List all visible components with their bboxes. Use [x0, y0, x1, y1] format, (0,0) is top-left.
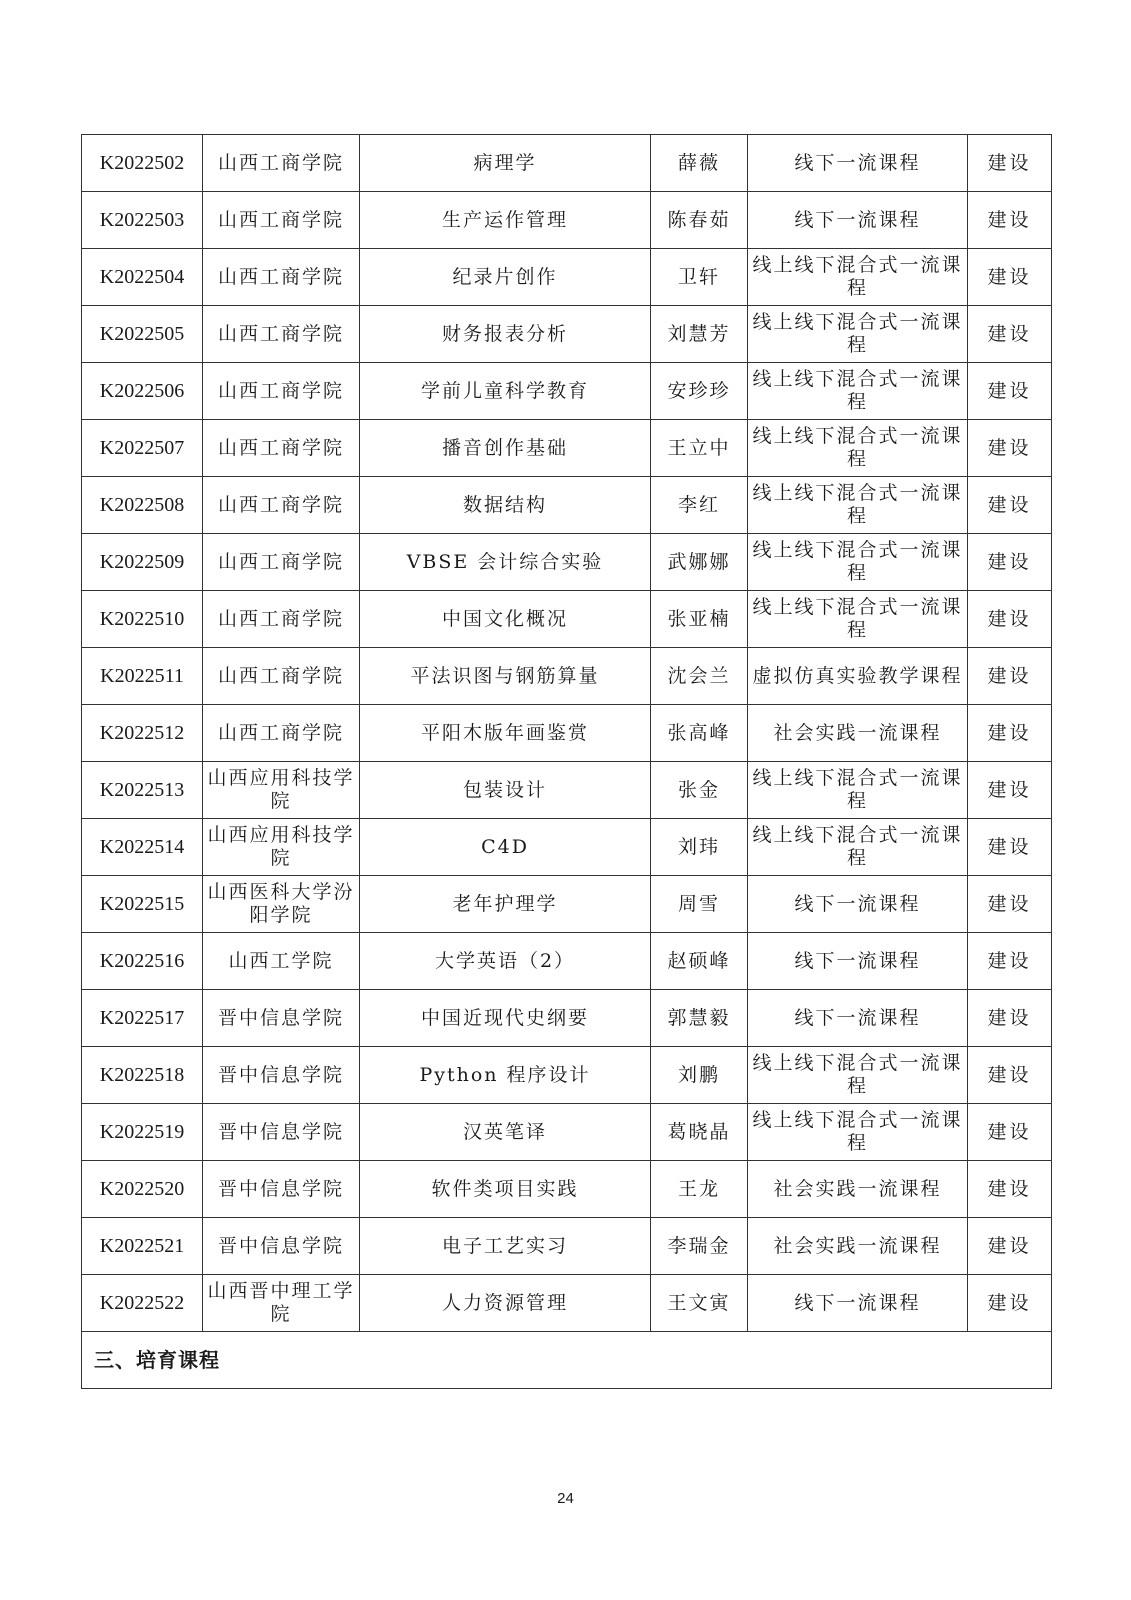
course-name-cell: 病理学 [360, 135, 651, 192]
course-code-cell: K2022511 [82, 648, 203, 705]
table-row [82, 1275, 1052, 1332]
table-row [82, 1047, 1052, 1104]
course-code-cell: K2022518 [82, 1047, 203, 1104]
course-code-cell: K2022512 [82, 705, 203, 762]
course-name-cell: 汉英笔译 [360, 1104, 651, 1161]
table-row [82, 1218, 1052, 1275]
table-row [82, 135, 1052, 192]
course-code-cell: K2022513 [82, 762, 203, 819]
course-code-cell: K2022519 [82, 1104, 203, 1161]
course-type-cell: 线上线下混合式一流课程 [748, 762, 968, 819]
course-leader-cell: 张金 [651, 762, 748, 819]
course-name-cell: 平阳木版年画鉴赏 [360, 705, 651, 762]
school-cell: 山西工商学院 [203, 591, 360, 648]
course-type-cell: 线上线下混合式一流课程 [748, 363, 968, 420]
table-row [82, 762, 1052, 819]
school-cell: 山西工商学院 [203, 648, 360, 705]
status-cell: 建设 [968, 762, 1052, 819]
school-cell: 晋中信息学院 [203, 1104, 360, 1161]
course-code-cell: K2022521 [82, 1218, 203, 1275]
status-cell: 建设 [968, 534, 1052, 591]
course-type-cell: 线上线下混合式一流课程 [748, 819, 968, 876]
school-cell: 山西工商学院 [203, 135, 360, 192]
status-cell: 建设 [968, 192, 1052, 249]
status-cell: 建设 [968, 876, 1052, 933]
course-leader-cell: 葛晓晶 [651, 1104, 748, 1161]
school-cell: 山西工商学院 [203, 363, 360, 420]
school-cell: 山西工商学院 [203, 249, 360, 306]
school-cell: 山西医科大学汾阳学院 [203, 876, 360, 933]
course-name-cell: 电子工艺实习 [360, 1218, 651, 1275]
table-row [82, 420, 1052, 477]
status-cell: 建设 [968, 249, 1052, 306]
course-type-cell: 线上线下混合式一流课程 [748, 534, 968, 591]
course-name-cell: 人力资源管理 [360, 1275, 651, 1332]
course-code-cell: K2022503 [82, 192, 203, 249]
course-name-cell: 播音创作基础 [360, 420, 651, 477]
course-leader-cell: 薛薇 [651, 135, 748, 192]
table-row [82, 819, 1052, 876]
course-type-cell: 线下一流课程 [748, 135, 968, 192]
course-name-cell: 老年护理学 [360, 876, 651, 933]
school-cell: 山西应用科技学院 [203, 819, 360, 876]
school-cell: 晋中信息学院 [203, 1161, 360, 1218]
course-leader-cell: 王龙 [651, 1161, 748, 1218]
table-row [82, 1161, 1052, 1218]
page-number: 24 [557, 1490, 574, 1507]
status-cell: 建设 [968, 933, 1052, 990]
status-cell: 建设 [968, 1161, 1052, 1218]
table-row [82, 591, 1052, 648]
status-cell: 建设 [968, 1275, 1052, 1332]
school-cell: 山西工商学院 [203, 477, 360, 534]
course-name-cell: 财务报表分析 [360, 306, 651, 363]
course-leader-cell: 刘玮 [651, 819, 748, 876]
course-type-cell: 线下一流课程 [748, 1275, 968, 1332]
course-leader-cell: 周雪 [651, 876, 748, 933]
course-type-cell: 线下一流课程 [748, 990, 968, 1047]
course-name-cell: 生产运作管理 [360, 192, 651, 249]
course-code-cell: K2022506 [82, 363, 203, 420]
course-name-cell: 中国近现代史纲要 [360, 990, 651, 1047]
course-leader-cell: 张高峰 [651, 705, 748, 762]
table-row [82, 1104, 1052, 1161]
course-name-cell: 学前儿童科学教育 [360, 363, 651, 420]
course-name-cell: 大学英语（2） [360, 933, 651, 990]
course-code-cell: K2022522 [82, 1275, 203, 1332]
course-type-cell: 社会实践一流课程 [748, 705, 968, 762]
section-row [82, 1332, 1052, 1389]
course-type-cell: 线上线下混合式一流课程 [748, 420, 968, 477]
table-row [82, 705, 1052, 762]
status-cell: 建设 [968, 363, 1052, 420]
course-leader-cell: 王立中 [651, 420, 748, 477]
course-code-cell: K2022504 [82, 249, 203, 306]
course-leader-cell: 王文寅 [651, 1275, 748, 1332]
course-code-cell: K2022509 [82, 534, 203, 591]
table-row [82, 933, 1052, 990]
status-cell: 建设 [968, 477, 1052, 534]
course-name-cell: 平法识图与钢筋算量 [360, 648, 651, 705]
school-cell: 山西工商学院 [203, 192, 360, 249]
course-type-cell: 线上线下混合式一流课程 [748, 591, 968, 648]
table-row [82, 192, 1052, 249]
course-code-cell: K2022510 [82, 591, 203, 648]
course-type-cell: 线下一流课程 [748, 876, 968, 933]
school-cell: 晋中信息学院 [203, 990, 360, 1047]
course-code-cell: K2022515 [82, 876, 203, 933]
course-leader-cell: 赵硕峰 [651, 933, 748, 990]
school-cell: 山西工学院 [203, 933, 360, 990]
course-code-cell: K2022508 [82, 477, 203, 534]
course-code-cell: K2022507 [82, 420, 203, 477]
status-cell: 建设 [968, 420, 1052, 477]
course-name-cell: 包装设计 [360, 762, 651, 819]
school-cell: 山西工商学院 [203, 705, 360, 762]
course-name-cell: 数据结构 [360, 477, 651, 534]
course-type-cell: 线下一流课程 [748, 192, 968, 249]
course-leader-cell: 卫轩 [651, 249, 748, 306]
status-cell: 建设 [968, 591, 1052, 648]
course-leader-cell: 刘慧芳 [651, 306, 748, 363]
course-leader-cell: 刘鹏 [651, 1047, 748, 1104]
course-code-cell: K2022520 [82, 1161, 203, 1218]
course-type-cell: 线下一流课程 [748, 933, 968, 990]
status-cell: 建设 [968, 1047, 1052, 1104]
course-name-cell: 中国文化概况 [360, 591, 651, 648]
course-code-cell: K2022502 [82, 135, 203, 192]
course-leader-cell: 沈会兰 [651, 648, 748, 705]
status-cell: 建设 [968, 705, 1052, 762]
course-leader-cell: 郭慧毅 [651, 990, 748, 1047]
table-body [82, 135, 1052, 1389]
course-type-cell: 社会实践一流课程 [748, 1218, 968, 1275]
course-leader-cell: 安珍珍 [651, 363, 748, 420]
course-type-cell: 线上线下混合式一流课程 [748, 1047, 968, 1104]
course-code-cell: K2022505 [82, 306, 203, 363]
school-cell: 山西应用科技学院 [203, 762, 360, 819]
course-type-cell: 线上线下混合式一流课程 [748, 1104, 968, 1161]
school-cell: 晋中信息学院 [203, 1047, 360, 1104]
status-cell: 建设 [968, 1218, 1052, 1275]
table-row [82, 249, 1052, 306]
course-type-cell: 线上线下混合式一流课程 [748, 477, 968, 534]
course-type-cell: 线上线下混合式一流课程 [748, 306, 968, 363]
table-row [82, 648, 1052, 705]
course-table [81, 134, 1052, 1389]
status-cell: 建设 [968, 306, 1052, 363]
course-name-cell: Python 程序设计 [360, 1047, 651, 1104]
course-code-cell: K2022514 [82, 819, 203, 876]
status-cell: 建设 [968, 135, 1052, 192]
table-row [82, 534, 1052, 591]
table-row [82, 876, 1052, 933]
table-row [82, 990, 1052, 1047]
course-name-cell: 纪录片创作 [360, 249, 651, 306]
table-row [82, 363, 1052, 420]
course-name-cell: 软件类项目实践 [360, 1161, 651, 1218]
status-cell: 建设 [968, 648, 1052, 705]
course-type-cell: 虚拟仿真实验教学课程 [748, 648, 968, 705]
course-leader-cell: 张亚楠 [651, 591, 748, 648]
section-heading: 三、培育课程 [82, 1332, 1052, 1389]
school-cell: 山西工商学院 [203, 306, 360, 363]
course-leader-cell: 陈春茹 [651, 192, 748, 249]
course-leader-cell: 武娜娜 [651, 534, 748, 591]
course-type-cell: 线上线下混合式一流课程 [748, 249, 968, 306]
school-cell: 晋中信息学院 [203, 1218, 360, 1275]
status-cell: 建设 [968, 1104, 1052, 1161]
school-cell: 山西工商学院 [203, 420, 360, 477]
course-name-cell: C4D [360, 819, 651, 876]
school-cell: 山西工商学院 [203, 534, 360, 591]
course-code-cell: K2022517 [82, 990, 203, 1047]
course-code-cell: K2022516 [82, 933, 203, 990]
course-type-cell: 社会实践一流课程 [748, 1161, 968, 1218]
table-row [82, 477, 1052, 534]
course-leader-cell: 李红 [651, 477, 748, 534]
course-leader-cell: 李瑞金 [651, 1218, 748, 1275]
status-cell: 建设 [968, 990, 1052, 1047]
table-row [82, 306, 1052, 363]
course-name-cell: VBSE 会计综合实验 [360, 534, 651, 591]
school-cell: 山西晋中理工学院 [203, 1275, 360, 1332]
status-cell: 建设 [968, 819, 1052, 876]
